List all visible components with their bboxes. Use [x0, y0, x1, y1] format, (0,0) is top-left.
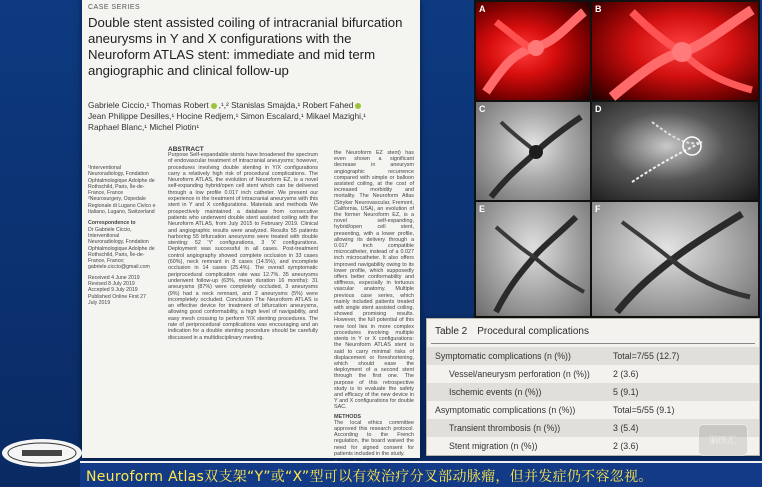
table-rule — [431, 343, 755, 344]
conference-logo — [0, 437, 84, 469]
vessel-render — [476, 2, 590, 100]
orcid-icon — [355, 103, 361, 109]
authors-line-3: Raphael Blanc,¹ Michel Piotin¹ — [88, 122, 200, 132]
methods-heading: METHODS — [334, 413, 361, 420]
author-list — [88, 100, 414, 133]
correspondence-text: Dr Gabriele Ciccio, Interventional Neuroradiology, Fondation Ophtalmologique Adolphe de Rothschild, Paris, Île-de-France, France; gabriele.ciccio@gmail.com — [88, 226, 155, 271]
panel-label-a: A — [479, 4, 486, 14]
intro-column — [334, 150, 414, 466]
row-value: Total=7/55 (12.7) — [613, 351, 680, 361]
vessel-render — [592, 202, 758, 316]
affiliations: ¹Interventional Neuroradiology, Fondation Ophtalmologique Adolphe de Rothschild, Paris, Île-de-France, France ²Neurosurgery, Ospedale Regionale di Lugano Civico e Italiano, Lugano, Switzerland — [88, 165, 156, 216]
panel-e-angiogram — [476, 202, 590, 316]
authors-line-1b: ,¹,² Stanislas Smajda,¹ Robert Fahed — [218, 100, 354, 110]
paper-title: Double stent assisted coiling of intracranial bifurcation aneurysms in Y and X configurations with the Neuroform ATLAS stent: immediate and mid term angiographic and clinical follow-up — [88, 15, 403, 78]
watermark-logo: 脑医汇 — [698, 424, 748, 456]
row-label: Vessel/aneurysm perforation (n (%)) — [449, 369, 590, 379]
authors-line-1: Gabriele Ciccio,¹ Thomas Robert — [88, 100, 209, 110]
abstract-heading: ABSTRACT — [168, 146, 204, 153]
panel-label-e: E — [479, 204, 486, 214]
vessel-render — [476, 102, 590, 200]
panel-b-3d-angiogram — [592, 2, 758, 100]
table-row — [427, 401, 759, 419]
row-value: 2 (3.6) — [613, 441, 639, 451]
orcid-icon — [211, 103, 217, 109]
row-label: Ischemic events (n (%)) — [449, 387, 542, 397]
panel-d-stent-xray — [592, 102, 758, 200]
table-number: Table 2 — [435, 326, 468, 337]
paper-page — [82, 0, 420, 458]
row-value: 2 (3.6) — [613, 369, 639, 379]
authors-line-2: Jean Philippe Desilles,¹ Hocine Redjem,¹ Simon Escalard,¹ Mikael Mazighi,¹ — [88, 111, 367, 121]
panel-label-d: D — [595, 104, 602, 114]
row-label: Stent migration (n (%)) — [449, 441, 538, 451]
table-row — [427, 383, 759, 401]
row-label: Symptomatic complications (n (%)) — [435, 351, 571, 361]
methods-text: The local ethics committee approved this research protocol. According to the French regulation, the board waived the need for signed consent for patients included in the study. — [334, 419, 414, 457]
section-label: CASE SERIES — [88, 4, 141, 11]
table-caption: Procedural complications — [477, 326, 589, 337]
subtitle-bar — [80, 461, 762, 487]
panel-c-angiogram — [476, 102, 590, 200]
row-label: Asymptomatic complications (n (%)) — [435, 405, 576, 415]
row-value: Total=5/55 (9.1) — [613, 405, 675, 415]
affiliation-sidebar — [88, 165, 156, 306]
correspondence-heading: Correspondence to — [88, 220, 136, 227]
panel-label-f: F — [595, 204, 601, 214]
stent-render — [592, 102, 758, 200]
vessel-render — [476, 202, 590, 316]
vessel-render — [592, 2, 758, 100]
panel-f-angiogram — [592, 202, 758, 316]
panel-a-3d-angiogram — [476, 2, 590, 100]
row-value: 5 (9.1) — [613, 387, 639, 397]
intro-text: the Neuroform EZ stent) has even shown a significant decrease in aneurysm angiographic recurrence compared with simple or balloon assisted coiling, at the cost of increased morbidity and mortality. The Neuroform Atlas (Stryker Neurovascular, Fremont, California, USA), an evolution of the former Neuroform EZ, is a novel self-expanding, hybrid/open cell stent, presenting, with a lower profile, allowing its delivery through a 0.017 inch compatible microcatheter, instead of a 0.027 inch microcatheter. It also offers improved navigability owing to its lower profile, which supposedly offers better conformability and stiffness, especially in tortuous vascular anatomy. Multiple previous case series, which mainly included patients treated with single stent assisted coiling, showed promising results. However, the full potential of this new tool lies in more complex procedures involving multiple stents in Y or X configurations: the Neuroform ATLAS stent is said to carry minimal risks of displacement or foreshortening, which should ease the deployment of a second stent through the first one. The purpose of this retrospective study is to evaluate the safety and efficacy of the new device in Y and X configurations for double SAC. — [334, 150, 414, 411]
table-title — [435, 326, 589, 337]
row-value: 3 (5.4) — [613, 423, 639, 433]
subtitle-text: Neuroform Atlas双支架“Y”或“X”型可以有效治疗分叉部动脉瘤，但并发症仍不容忽视。 — [86, 469, 653, 485]
panel-label-b: B — [595, 4, 602, 14]
abstract-body: Purpose Self-expandable stents have broadened the spectrum of endovascular treatment of intracranial aneurysms; however, procedures involving double stenting in Y/X configurations carry a relatively high risk of procedural complications. The Neuroform ATLAS, the evolution of Neuroform EZ, is a novel self-expanding hybrid/open cell stent which can be delivered through a low profile 0.017 inch catheter. We present our experience in the treatment of intracranial aneurysms with this stent in Y and X configurations. Materials and methods We prospectively maintained a database from consecutive patients who underwent double stent assisted coiling with the Neuroform ATLAS, from July 2015 to February 2019. Clinical and angiographic results were analyzed. Results 55 patients harboring 55 bifurcation aneurysms were treated with double stenting: 52 'Y' configurations, 3 'X' configurations. Deployment was successful in all cases. Post-treatment control angiography showed complete occlusion in 33 cases (60%), neck remnant in 8 cases (14.5%), and incomplete occlusion in 14 cases (25.4%). The overall symptomatic periprocedural complication rate was 12.7%. 35 aneurysms underwent follow-up (63%, mean duration 16 months): 31 aneurysms (87%) were completely occluded, 3 aneurysms (9%) had a neck remnant, and 2 aneurysms (5%) were incompletely occluded. Conclusion The Neuroform ATLAS is an effective device for treatment of bifurcation aneurysms, allowing good conformability, a high level of navigability, and easy mesh crossing to perform Y/X stenting procedures. The rate of periprocedural complications was encouraging and an indication for a double stenting procedure should be carefully discussed in a multidisciplinary meeting. — [168, 152, 318, 341]
row-label: Transient thrombosis (n (%)) — [449, 423, 561, 433]
panel-label-c: C — [479, 104, 486, 114]
table-row — [427, 347, 759, 365]
article-dates: Received 4 June 2019 Revised 8 July 2019 Accepted 9 July 2019 Published Online First 27 July 2019 — [88, 274, 146, 306]
table-row — [427, 365, 759, 383]
